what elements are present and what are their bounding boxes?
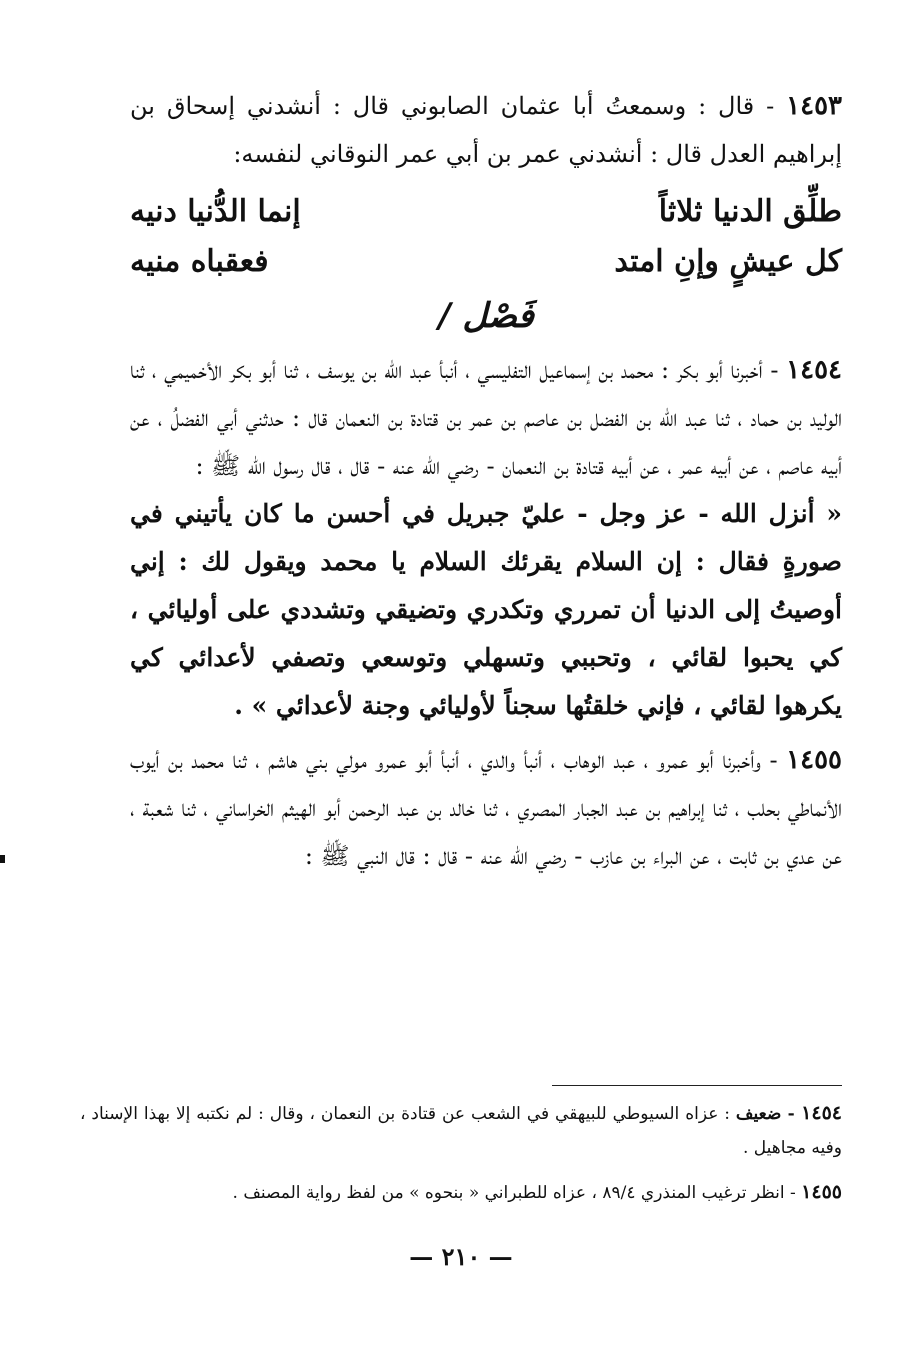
paragraph-text: - وأخبرنا أبو عمرو ، عبد الوهاب ، أنبأ والدي ، أنبأ أبو عمرو مولي بني هاشم ، ثنا محمد بن أيوب الأنماطي بحلب ، ثنا إبراهيم بن عبد الجبار المصري ، ثنا خالد بن عبد الرحمن أبو الهيثم الخراساني ، ثنا شعبة ، عن عدي بن ثابت ، عن البراء بن عازب - رضي الله عنه - قال : قال النبي ﷺ :: [130, 746, 842, 870]
hemistich-first: طلِّق الدنيا ثلاثاً: [658, 193, 842, 229]
poem: [130, 186, 842, 286]
scan-edge-mark: [0, 855, 5, 863]
footnotes: [80, 1085, 842, 1210]
paragraph-text: - أخبرنا أبو بكر : محمد بن إسماعيل التفليسي ، أنبأ عبد الله بن يوسف ، ثنا أبو بكر الأخميمي ، ثنا الوليد بن حماد ، ثنا عبد الله بن الفضل بن عاصم بن عمر بن قتادة بن النعمان قال : حدثني أبي الفضلُ ، عن أبيه عاصم ، عن أبيه عمر ، عن أبيه قتادة بن النعمان - رضي الله عنه - قال ، قال رسول الله ﷺ :: [130, 356, 842, 480]
paragraph-text: - قال : وسمعتُ أبا عثمان الصابوني قال : أنشدني إسحاق بن إبراهيم العدل قال : أنشدني عمر بن أبي عمر النوقاني لنفسه:: [130, 92, 842, 168]
paragraph-1453: [130, 82, 842, 178]
poem-verse-1: [130, 186, 842, 236]
hadith-text: « أنزل الله - عز وجل - عليّ جبريل في أحسن ما كان يأتيني في صورةٍ فقال : إن السلام يقرئك السلام يا محمد ويقول لك : إني أوصيتُ إلى الدنيا أن تمرري وتكدري وتضيقي وتشددي على أوليائي ، كي يحبوا لقائي ، وتحببي وتسهلي وتوسعي وتصفي لأعدائي كي يكرهوا لقائي ، فإني خلقتُها سجناً لأوليائي وجنة لأعدائي » .: [130, 499, 842, 720]
footnote-1455: [80, 1175, 842, 1210]
section-title: فَصْل /: [438, 296, 534, 336]
paragraph-1455: [130, 736, 842, 880]
footnote-number: ١٤٥٤: [801, 1102, 842, 1124]
entry-number: ١٤٥٣: [786, 91, 842, 121]
footnote-text: : عزاه السيوطي للبيهقي في الشعب عن قتادة بن النعمان ، وقال : لم نكتبه إلا بهذا الإسناد ، وفيه مجاهيل .: [80, 1104, 842, 1158]
footnote-number: ١٤٥٥: [801, 1181, 842, 1203]
footnote-label: - ضعيف: [735, 1104, 802, 1124]
entry-number: ١٤٥٥: [786, 745, 842, 775]
page-number: — ٢١٠ —: [409, 1242, 513, 1271]
entry-number: ١٤٥٤: [786, 355, 842, 385]
hemistich-first: كل عيشٍ وإنِ امتد: [614, 243, 842, 279]
paragraph-1454: [130, 346, 842, 490]
footnote-text: - انظر ترغيب المنذري ٨٩/٤ ، عزاه للطبراني « بنحوه » من لفظ رواية المصنف .: [232, 1183, 802, 1203]
hemistich-second: إنما الدُّنيا دنيه: [130, 193, 301, 229]
footnote-1454: [80, 1096, 842, 1165]
footnote-divider: [552, 1085, 842, 1086]
poem-verse-2: [130, 236, 842, 286]
hemistich-second: فعقباه منيه: [130, 243, 269, 279]
main-text: [130, 82, 842, 880]
